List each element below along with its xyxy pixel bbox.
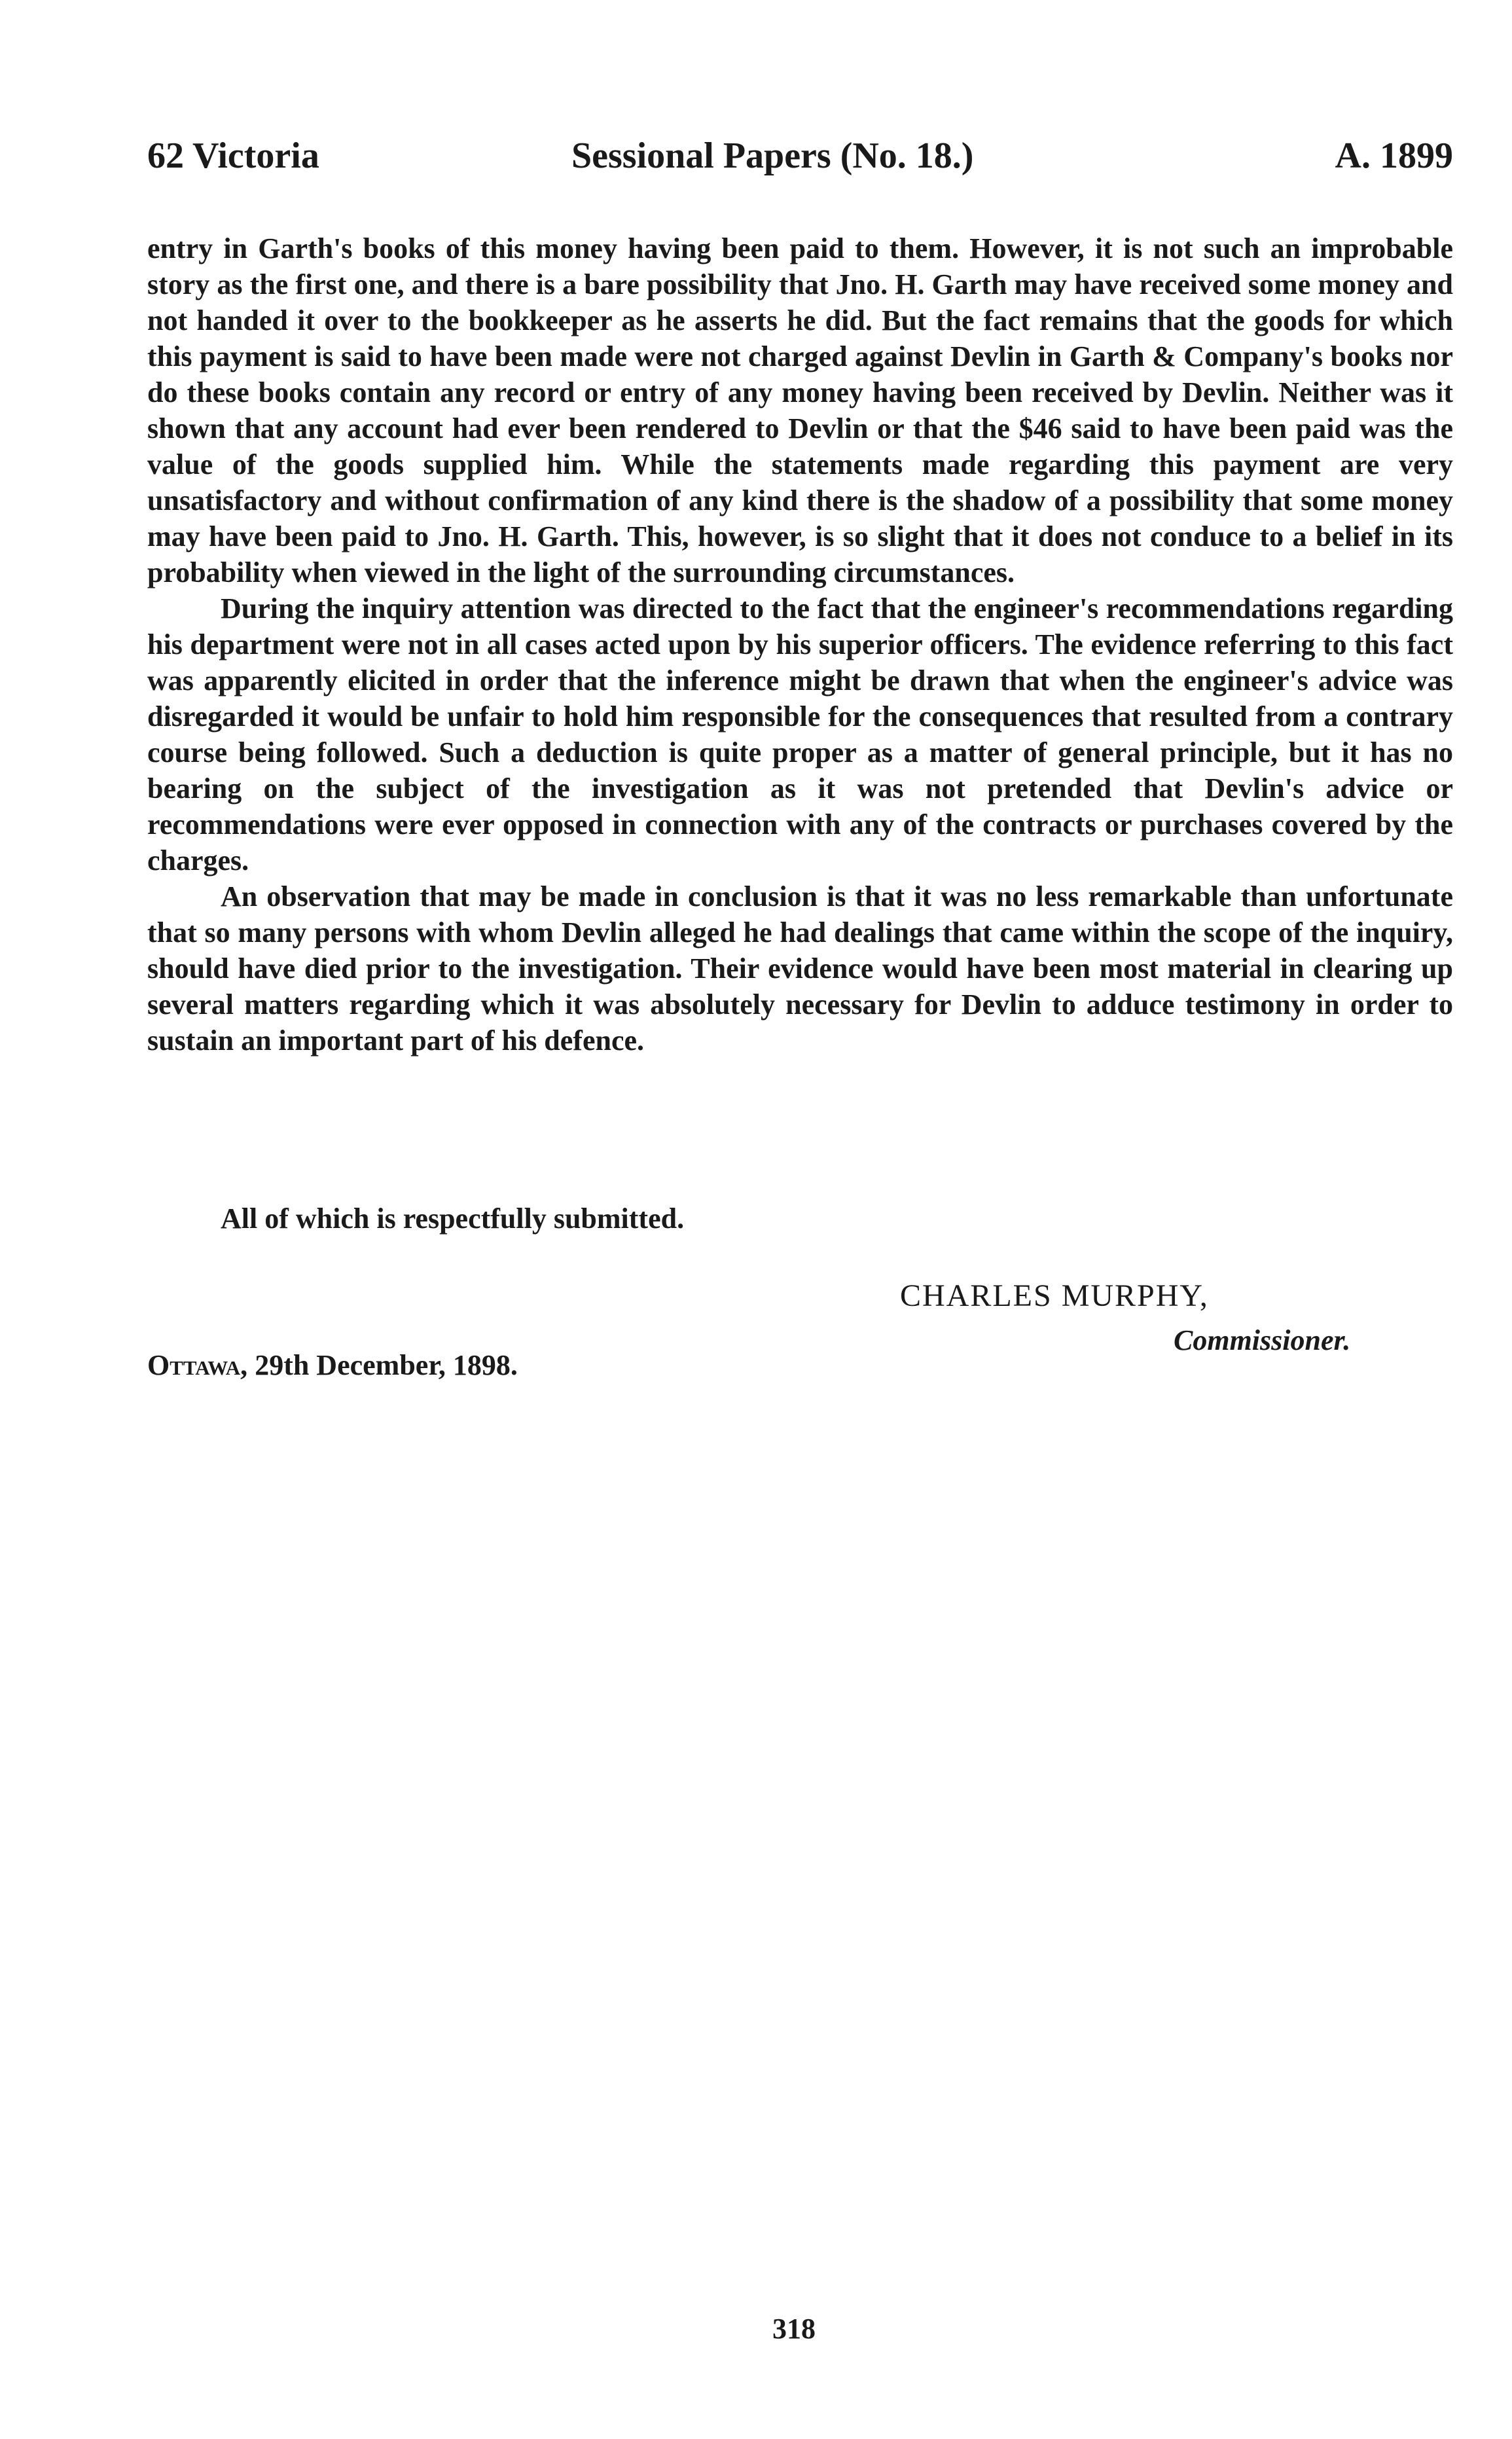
closing-statement: All of which is respectfully submitted. xyxy=(221,1202,685,1235)
paragraph-engineer-recommendations: During the inquiry attention was directed to the fact that the engineer's recommendations regarding his department were not in all cases acted upon by his superior officers. The evidence referring to this fact was apparently elicited in order that the inference might be drawn that when the engineer's advice was disregarded it would be unfair to hold him responsible for the consequences that resulted from a contrary course being followed. Such a deduction is quite proper as a matter of general principle, but it has no bearing on the subject of the investigation as it was not pretended that Devlin's advice or recommendations were ever opposed in connection with any of the contracts or purchases covered by the charges. xyxy=(147,592,1453,876)
signature-name: CHARLES MURPHY, xyxy=(900,1278,1209,1313)
report-body xyxy=(147,230,1453,1058)
paragraph-garth-payment: entry in Garth's books of this money having been paid to them. However, it is not such an improbable story as the first one, and there is a bare possibility that Jno. H. Garth may have received some money and not handed it over to the bookkeeper as he asserts he did. But the fact remains that the goods for which this payment is said to have been made were not charged against Devlin in Garth & Company's books nor do these books contain any record or entry of any money having been received by Devlin. Neither was it shown that any account had ever been rendered to Devlin or that the $46 said to have been paid was the value of the goods supplied him. While the statements made regarding this payment are very unsatisfactory and without confirmation of any kind there is the shadow of a possibility that some money may have been paid to Jno. H. Garth. This, however, is so slight that it does not conduce to a belief in its probability when viewed in the light of the surrounding circumstances. xyxy=(147,232,1453,588)
page-number: 318 xyxy=(772,2313,816,2345)
header-regnal-year: 62 Victoria xyxy=(147,136,319,176)
date: 29th December, 1898. xyxy=(255,1349,518,1381)
running-header xyxy=(147,130,1453,182)
header-year: A. 1899 xyxy=(1335,136,1453,176)
signature-title: Commissioner. xyxy=(1174,1324,1351,1356)
header-publication-title: Sessional Papers (No. 18.) xyxy=(571,136,974,176)
place: Ottawa, xyxy=(147,1349,248,1381)
place-and-date xyxy=(147,1347,518,1383)
paragraph-conclusion: An observation that may be made in conclusion is that it was no less remarkable than unfortunate that so many persons with whom Devlin alleged he had dealings that came within the scope of the inquiry, should have died prior to the investigation. Their evidence would have been most material in clearing up several matters regarding which it was absolutely necessary for Devlin to adduce testimony in order to sustain an important part of his defence. xyxy=(147,880,1453,1057)
